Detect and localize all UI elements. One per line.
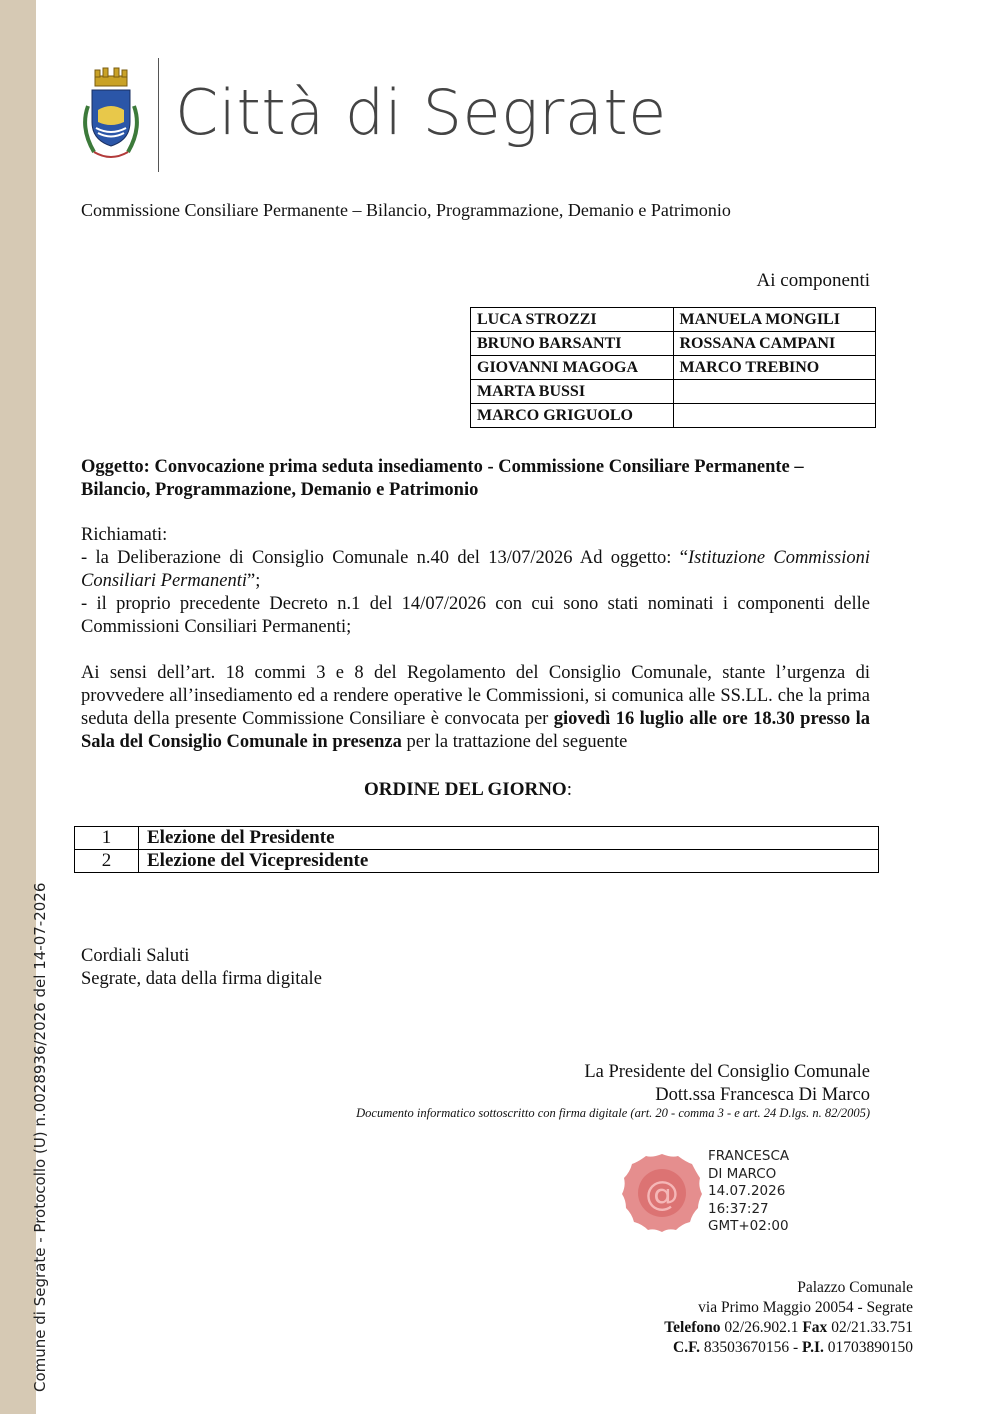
city-title: Città di Segrate (175, 76, 667, 149)
signature-line: GMT+02:00 (708, 1218, 789, 1234)
member-cell: MARCO TREBINO (673, 356, 876, 380)
recital-text: - la Deliberazione di Consiglio Comunale n.40 del 13/07/2026 Ad oggetto: “ (81, 548, 688, 568)
pi-label: P.I. (802, 1339, 824, 1356)
table-row (471, 308, 876, 332)
footer-building: Palazzo Comunale (797, 1279, 913, 1296)
footer-phone-line (664, 1318, 913, 1338)
phone-value: 02/26.902.1 (724, 1319, 799, 1336)
meeting-details: giovedì 16 luglio alle ore 18.30 presso la Sala del Consiglio Comunale in presenza (81, 709, 871, 752)
member-cell: MARTA BUSSI (471, 380, 674, 404)
agenda-table (74, 826, 879, 873)
recital-italic: Istituzione Commissioni Consiliari Permanenti (81, 548, 870, 591)
recipients-label: Ai componenti (756, 270, 870, 291)
signature-details (708, 1148, 789, 1236)
wax-seal-icon (620, 1150, 704, 1234)
pi-value: 01703890150 (827, 1339, 913, 1356)
signer-name: Dott.ssa Francesca Di Marco (655, 1085, 870, 1105)
table-row (471, 404, 876, 428)
member-cell (673, 380, 876, 404)
left-margin-band (0, 0, 49, 1414)
crest-icon (78, 66, 144, 166)
paragraph-text: Ai sensi dell’art. 18 commi 3 e 8 del Regolamento del Consiglio Comunale, stante l’urgenza di provvedere all’insediamento ed a rendere operative le Commissioni, si comunica alle SS.LL. che la prima seduta della presente Commissione Consiliare è convocata per (81, 663, 870, 729)
table-row (471, 380, 876, 404)
table-row (471, 356, 876, 380)
agenda-item: Elezione del Presidente (139, 827, 879, 850)
header-divider (158, 58, 159, 172)
fax-value: 02/21.33.751 (831, 1319, 913, 1336)
footer-contacts (664, 1278, 913, 1358)
fax-label: Fax (802, 1319, 828, 1336)
subject-line: Oggetto: Convocazione prima seduta insediamento - Commissione Consiliare Permanente – Bilancio, Programmazione, Demanio e Patrimonio (81, 457, 804, 500)
signature-line: DI MARCO (708, 1165, 777, 1182)
recital-text: ”; (247, 571, 261, 591)
agenda-title-text: ORDINE DEL GIORNO (364, 779, 567, 800)
agenda-number: 1 (75, 827, 139, 850)
signature-line: FRANCESCA (708, 1148, 790, 1164)
agenda-item: Elezione del Vicepresidente (139, 850, 879, 873)
recital-item: - il proprio precedente Decreto n.1 del 14/07/2026 con cui sono stati nominati i componenti delle Commissioni Consiliari Permanenti; (81, 594, 870, 637)
recital-item (81, 547, 870, 593)
table-row (75, 850, 879, 873)
agenda-title (364, 779, 572, 801)
phone-label: Telefono (664, 1319, 721, 1336)
protocol-stamp: Comune di Segrate - Protocollo (U) n.0028936/2026 del 14-07-2026 (31, 882, 49, 1392)
greeting: Cordiali Saluti (81, 946, 190, 966)
member-cell: BRUNO BARSANTI (471, 332, 674, 356)
members-table (470, 307, 876, 428)
member-cell (673, 404, 876, 428)
cf-value: 83503670156 (703, 1339, 790, 1356)
signature-line: 16:37:27 (708, 1200, 769, 1217)
member-cell: MARCO GRIGUOLO (471, 404, 674, 428)
member-cell: MANUELA MONGILI (673, 308, 876, 332)
table-row (75, 827, 879, 850)
signature-line: 14.07.2026 (708, 1183, 786, 1199)
svg-text:@: @ (645, 1174, 679, 1214)
agenda-number: 2 (75, 850, 139, 873)
footer-tax-line: C.F. 83503670156 - P.I. 01703890150 (673, 1339, 913, 1356)
signer-role: La Presidente del Consiglio Comunale (584, 1062, 870, 1082)
signer-block (584, 1061, 870, 1107)
cf-label: C.F. (673, 1339, 700, 1356)
closing (81, 945, 322, 991)
commission-heading: Commissione Consiliare Permanente – Bilancio, Programmazione, Demanio e Patrimonio (81, 200, 731, 220)
table-row (471, 332, 876, 356)
footer-address: via Primo Maggio 20054 - Segrate (698, 1299, 913, 1316)
paragraph-text: per la trattazione del seguente (401, 732, 628, 752)
member-cell: LUCA STROZZI (471, 308, 674, 332)
member-cell: GIOVANNI MAGOGA (471, 356, 674, 380)
letter-body (81, 524, 870, 754)
digital-signature-note: Documento informatico sottoscritto con firma digitale (art. 20 - comma 3 - e art. 24 D.lgs. n. 82/2005) (356, 1106, 870, 1120)
richiamati-label: Richiamati: (81, 525, 168, 545)
place-date: Segrate, data della firma digitale (81, 969, 322, 989)
convocation-paragraph (81, 662, 870, 754)
agenda-title-colon: : (566, 779, 572, 800)
member-cell: ROSSANA CAMPANI (673, 332, 876, 356)
